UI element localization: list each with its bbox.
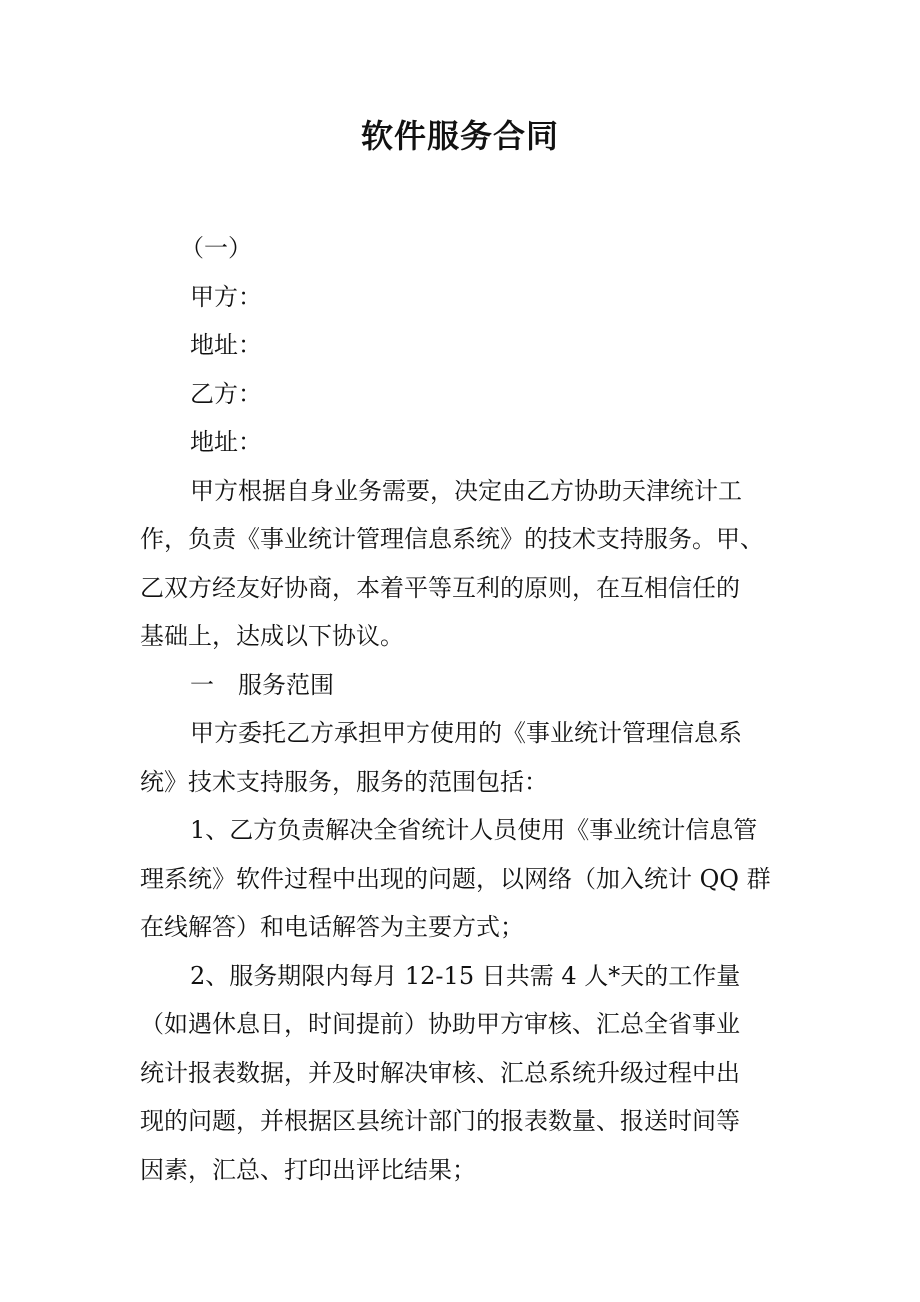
party-b-label: 乙方： xyxy=(190,379,262,408)
clause-2-line: 2、服务期限内每月 12-15 日共需 4 人*天的工作量 xyxy=(190,961,741,990)
intro-paragraph-line: 作，负责《事业统计管理信息系统》的技术支持服务。甲、 xyxy=(140,525,764,553)
party-a-address-label: 地址： xyxy=(190,331,262,359)
party-a-label: 甲方： xyxy=(190,282,262,311)
party-b-address-label: 地址： xyxy=(190,428,262,456)
document-body xyxy=(140,224,771,1194)
clause-2-line: 统计报表数据，并及时解决审核、汇总系统升级过程中出 xyxy=(140,1058,740,1087)
clause-1-line: 1、乙方负责解决全省统计人员使用《事业统计信息管 xyxy=(190,816,758,844)
clause-2-line: 因素，汇总、打印出评比结果； xyxy=(140,1155,476,1184)
clause-2-line: 现的问题，并根据区县统计部门的报表数量、报送时间等 xyxy=(140,1107,740,1135)
section-marker: （一） xyxy=(180,234,252,262)
clause-1-line: 理系统》软件过程中出现的问题，以网络（加入统计 QQ 群 xyxy=(140,864,771,893)
section-heading-service-scope: 一 服务范围 xyxy=(190,670,334,699)
clause-1-line: 在线解答）和电话解答为主要方式； xyxy=(140,913,524,941)
intro-paragraph-line: 基础上，达成以下协议。 xyxy=(140,622,404,650)
intro-paragraph-line: 乙双方经友好协商，本着平等互利的原则，在互相信任的 xyxy=(140,573,740,602)
scope-paragraph-line: 统》技术支持服务，服务的范围包括： xyxy=(140,767,548,796)
clause-2-line: （如遇休息日，时间提前）协助甲方审核、汇总全省事业 xyxy=(140,1010,740,1038)
intro-paragraph-line: 甲方根据自身业务需要，决定由乙方协助天津统计工 xyxy=(190,476,742,505)
document-title: 软件服务合同 xyxy=(360,117,559,155)
scope-paragraph-line: 甲方委托乙方承担甲方使用的《事业统计管理信息系 xyxy=(190,719,742,747)
